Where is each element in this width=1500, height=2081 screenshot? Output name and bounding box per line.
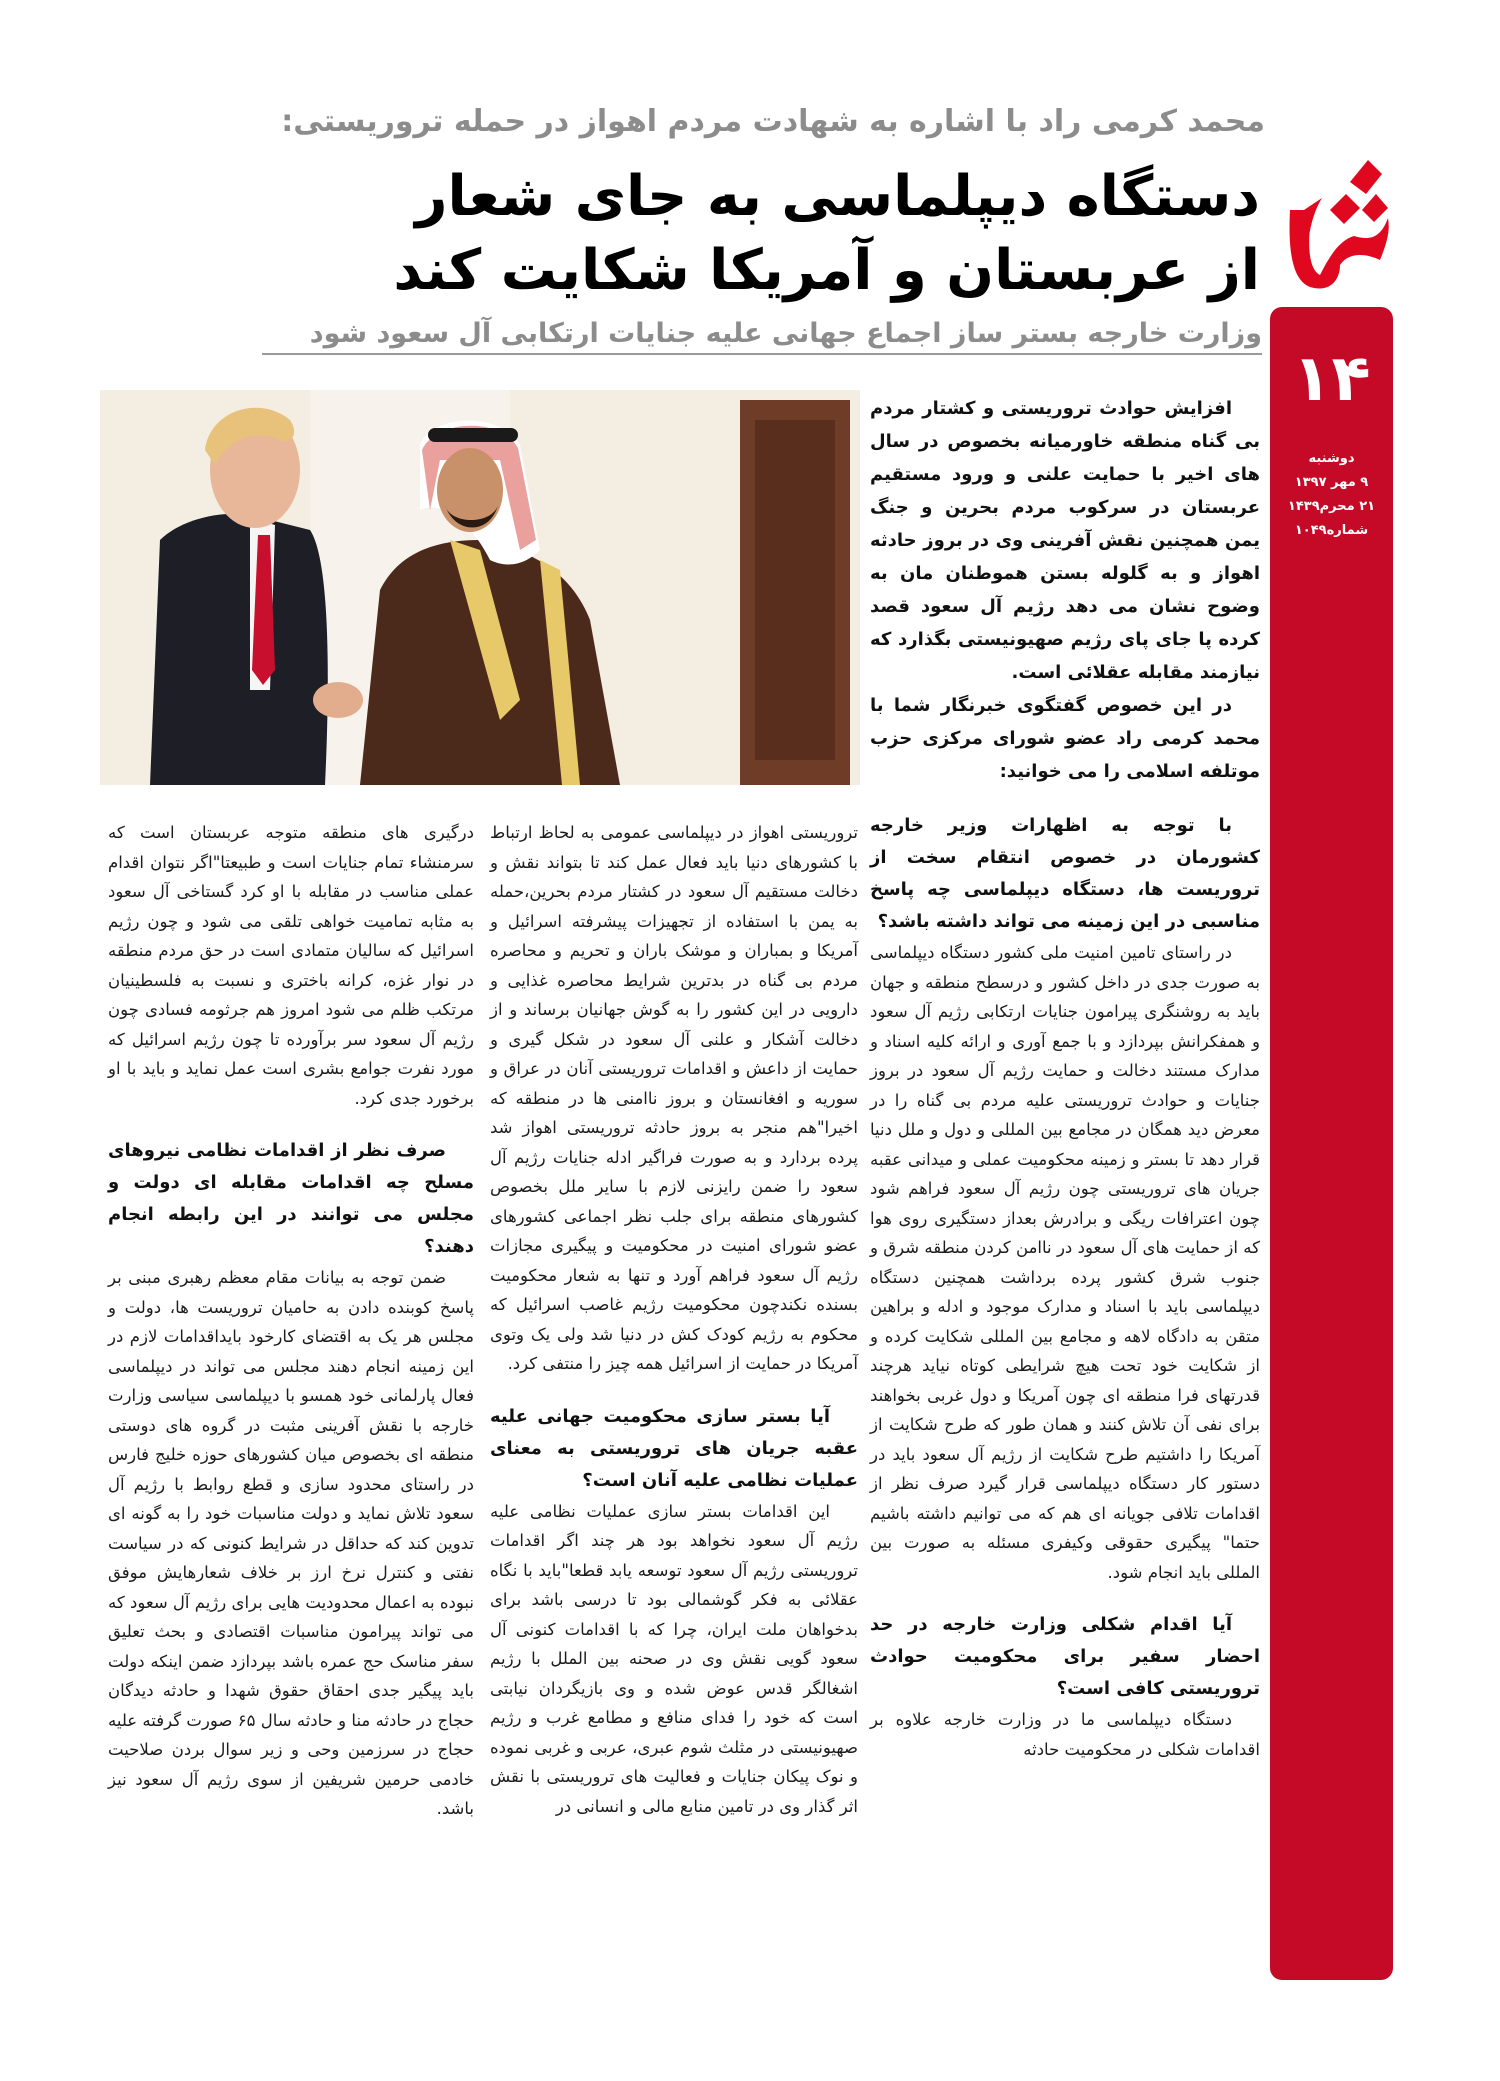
page-number: ۱۴ — [1292, 342, 1371, 416]
question-1: با توجه به اظهارات وزیر خارجه کشورمان در خصوص انتقام سخت از تروریست ها، دستگاه دیپلماسی چه پاسخ مناسبی در این زمینه می تواند داشته باشد؟ — [870, 815, 1260, 932]
question-2: آیا اقدام شکلی وزارت خارجه در حد احضار سفیر برای محکومیت حوادث تروریستی کافی است؟ — [870, 1614, 1260, 1699]
answer-3-continued: درگیری های منطقه متوجه عربستان است که سرمنشاء تمام جنایات است و طبیعتا"اگر نتوان اقدام عملی مناسب در مقابله با او کرد گستاخی آل سعود به مثابه تمامیت خواهی تلقی می شود و چون رژیم اسرائیل که سالیان متمادی است در حق مردم منطقه در نوار غزه، کرانه باختری و نسبت به فلسطینیان مرتکب ظلم می شود امروز هم جرثومه فسادی چون رژیم آل سعود سر برآورده تا چون رژیم اسرائیل که مورد نفرت جوامع بشری است عمل نماید و باید با او برخورد جدی کرد. — [108, 823, 474, 1108]
headline-line-2: از عربستان و آمریکا شکایت کند — [393, 238, 1260, 303]
kicker: محمد کرمی راد با اشاره به شهادت مردم اهواز در حمله تروریستی: — [281, 104, 1265, 139]
answer-1: در راستای تامین امنیت ملی کشور دستگاه دیپلماسی به صورت جدی در داخل کشور و درسطح منطقه و جهان باید به روشنگری پیرامون جنایات ارتکابی رژیم آل سعود و همفکرانش بپردازد و با جمع آوری و ارائه کلیه اسناد و مدارک مستند دخالت و حمایت رژیم آل سعود در بروز جنایات و حوادث تروریستی علیه مردم بی گناه را در معرض دید همگان در مجامع بین المللی و دول و ملل دنیا قرار دهد تا بستر و زمینه محکومیت عملی و میدانی عقبه جریان های تروریستی چون رژیم آل سعود فراهم شود چون اعترافات ریگی و برادرش بعداز دستگیری روی هوا که از حمایت های آل سعود در ناامن کردن منطقه شرق و جنوب شرق کشور پرده برداشت همچنین دستگاه دیپلماسی باید با اسناد و مدارک موجود و ادله و براهین متقن به دادگاه لاهه و مجامع بین المللی شکایت کرده و از شکایت خود تحت هیچ شرایطی کوتاه نیاید هرچند قدرتهای فرا منطقه ای چون آمریکا و دول غربی بخواهند برای نفی آن تلاش کنند و همان طور که طرح شکایت از آمریکا را داشتیم طرح شکایت از رژیم آل سعود باید در دستور کار دستگاه دیپلماسی قرار گیرد صرف نظر از اقدامات تلافی جویانه ای هم که می توانیم داشته باشیم حتما" پیگیری حقوقی وکیفری مسئله به صورت بین المللی باید انجام شود. — [870, 943, 1260, 1582]
intro-paragraph: در این خصوص گفتگوی خبرنگار شما با محمد کرمی راد عضو شورای مرکزی حزب موتلفه اسلامی را می خوانید: — [870, 695, 1260, 782]
article-column-right — [870, 392, 1260, 1764]
answer-3: این اقدامات بستر سازی عملیات نظامی علیه رژیم آل سعود نخواهد بود هر چند اگر اقدامات تروریستی رژیم آل سعود توسعه یابد قطعا"باید با نگاه عقلائی به فکر گوشمالی بود تا درسی باشد برای بدخواهان ملت ایران، چرا که با اقدامات کنونی آل سعود گویی نقش وی در صحنه بین الملل با رژیم اشغالگر قدس عوض شده و وی بازیگردان نیابتی است که خود را فدای منافع و مطامع غرب و رژیم صهیونیستی در مثلث شوم عبری، عربی و غربی نموده و نوک پیکان جنایات و فعالیت های تروریستی با نقش اثر گذار وی در تامین منابع مالی و انسانی در — [490, 1501, 858, 1816]
answer-4: ضمن توجه به بیانات مقام معظم رهبری مبنی بر پاسخ کوبنده دادن به حامیان تروریست ها، دولت و مجلس هر یک به اقتضای کارخود بایداقدامات لازم در این زمینه انجام دهند مجلس می تواند در دیپلماسی فعال پارلمانی خود همسو با دیپلماسی سیاسی وزارت خارجه با نقش آفرینی مثبت در گروه های دوستی منطقه ای بخصوص میان کشورهای حوزه خلیج فارس در راستای محدود سازی و قطع روابط با رژیم آل سعود تلاش نماید و دولت مناسبات خود را به گونه ای تدوین کند که حداقل در شرایط کنونی که در سیاست نفتی و کنترل نرخ ارز بر خلاف شعارهایش موفق نبوده به اعمال محدودیت هایی برای رژیم آل سعود که می تواند پیرامون مناسبات اقتصادی و بحث تعلیق سفر مناسک حج عمره باشد بپردازد ضمن اینکه دولت باید پیگیر جدی احقاق حقوق شهدا و حادثه دیدگان حجاج در حادثه منا و حادثه سال ۶۵ صورت گرفته علیه حجاج در سرزمین وحی و زیر سوال بردن صلاحیت خادمی حرمین شریفین از سوی رژیم آل سعود نیز باشد. — [108, 1268, 474, 1818]
article-column-middle — [490, 818, 858, 1821]
spacer — [490, 1379, 858, 1401]
question-3: آیا بستر سازی محکومیت جهانی علیه عقبه جریان های تروریستی به معنای عملیات نظامی علیه آنان است؟ — [490, 1405, 858, 1491]
answer-2-continued: تروریستی اهواز در دیپلماسی عمومی به لحاظ ارتباط با کشورهای دنیا باید فعال عمل کند تا بتواند نقش و دخالت مستقیم آل سعود در کشتار مردم بحرین،حمله به یمن با استفاده از تجهیزات پیشرفته اسرائیل و آمریکا و بمباران و موشک باران و تحریم و محاصره مردم بی گناه در بدترین شرایط محاصره غذایی و دارویی در این کشور را به گوش جهانیان برساند و از دخالت آشکار و علنی آل سعود در شکل گیری و حمایت از داعش و اقدامات تروریستی آنان در عراق و سوریه و افغانستان و بروز ناامنی ها در منطقه که اخیرا"هم منجر به بروز حادثه تروریستی اهواز شد پرده بردارد و به صورت فراگیر ادله جنایات رژیم آل سعود را ضمن رایزنی لازم با سایر ملل بخصوص کشورهای منطقه برای جلب نظر اجماعی کشورهای عضو شورای امنیت در محکومیت و پیگیری مجازات رژیم آل سعود فراهم آورد و تنها به شعار محکومیت بسنده نکندچون محکومیت رژیم غاصب اسرائیل که محکوم به رژیم کودک کش در دنیا شد ولی یک وتوی آمریکا در حمایت از اسرائیل همه چیز را منتفی کرد. — [490, 823, 858, 1373]
spacer — [108, 1113, 474, 1135]
issue-meta — [1270, 447, 1393, 543]
subhead: وزارت خارجه بستر ساز اجماع جهانی علیه جنایات ارتکابی آل سعود شود — [262, 318, 1262, 355]
issue-sidebar — [1270, 307, 1393, 1980]
issue-number: شماره۱۰۴۹ — [1294, 523, 1369, 538]
answer-2-start: دستگاه دیپلماسی ما در وزارت خارجه علاوه بر اقدامات شکلی در محکومیت حادثه — [870, 1710, 1260, 1759]
spacer — [870, 1587, 1260, 1609]
shoma-logo-icon — [1270, 90, 1400, 290]
headline-line-1: دستگاه دیپلماسی به جای شعار — [415, 164, 1260, 229]
lead-paragraph: افزایش حوادث تروریستی و کشتار مردم بی گناه منطقه خاورمیانه بخصوص در سال های اخیر با حمایت علنی و ورود مستقیم عربستان در سرکوب مردم بحرین و جنگ یمن همچنین نقش آفرینی وی در بروز حادثه اهواز و به گلوله بستن هموطنان مان به وضوح نشان می دهد رژیم آل سعود قصد کرده پا جای پای رژیم صهیونیستی بگذارد که نیازمند مقابله عقلائی است. — [870, 398, 1260, 683]
handshake-photo-icon — [100, 390, 860, 785]
issue-day: دوشنبه — [1308, 451, 1355, 466]
subhead-wrapper — [262, 318, 1262, 355]
issue-date-solar: ۹ مهر ۱۳۹۷ — [1294, 475, 1369, 490]
question-4: صرف نظر از اقدامات نظامی نیروهای مسلح چه اقدامات مقابله ای دولت و مجلس می توانند در این رابطه انجام دهند؟ — [108, 1140, 474, 1257]
headline — [260, 160, 1260, 308]
masthead-logo — [1270, 90, 1400, 290]
spacer — [870, 788, 1260, 810]
issue-date-lunar: ۲۱ محرم۱۴۳۹ — [1287, 499, 1376, 514]
article-photo — [100, 390, 860, 785]
article-column-left — [108, 818, 474, 1824]
